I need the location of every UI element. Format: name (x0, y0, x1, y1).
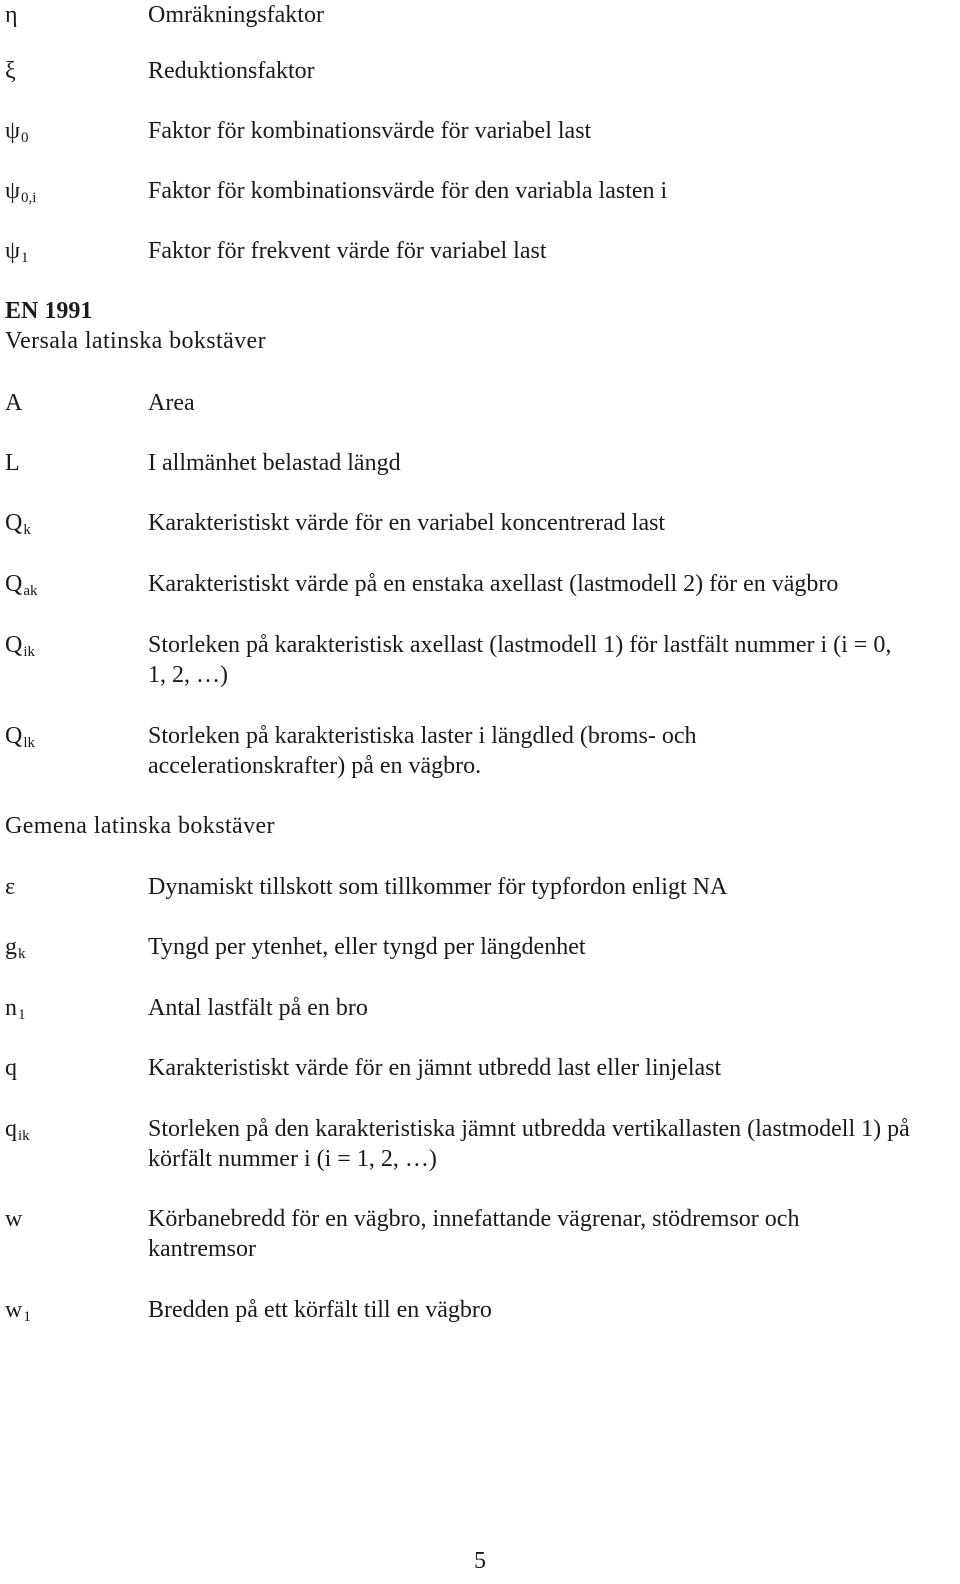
symbol-description: Storleken på karakteristiska laster i längdled (broms- och accelerationskrafter) på en vägbro. (148, 723, 697, 779)
symbol-description: Faktor för kombinationsvärde för den variabla lasten i (148, 178, 668, 204)
symbol-row-qik (0, 1114, 960, 1174)
symbol: $Q_k$ (5, 510, 31, 538)
symbol-description: Area (148, 390, 195, 416)
symbol: L (5, 450, 20, 476)
symbol-description: Körbanebredd för en vägbro, innefattande vägrenar, stödremsor och kantremsor (148, 1206, 800, 1262)
symbol-row-Qlk (0, 721, 960, 781)
symbol-description: Tyngd per ytenhet, eller tyngd per längdenhet (148, 934, 586, 960)
symbol: $Q_{ik}$ (5, 632, 36, 660)
symbol-description: Omräkningsfaktor (148, 2, 324, 28)
symbol-row-q (0, 1053, 960, 1083)
symbol: $Q_{lk}$ (5, 723, 36, 751)
symbol-row-n1 (0, 993, 960, 1023)
symbol-description: Storleken på karakteristisk axellast (lastmodell 1) för lastfält nummer i (i = 0, 1, 2, …) (148, 632, 892, 688)
symbol-description: Reduktionsfaktor (148, 58, 315, 84)
symbol-description: Faktor för kombinationsvärde för variabel last (148, 118, 592, 144)
symbol: ε (5, 874, 16, 900)
symbol-row-w1 (0, 1295, 960, 1325)
symbol: w (5, 1206, 23, 1232)
symbol: $q_{ik}$ (5, 1116, 30, 1144)
symbol-row-Qak (0, 569, 960, 599)
symbol-row-gk (0, 932, 960, 962)
symbol: q (5, 1055, 17, 1081)
symbol-row-psi0 (0, 116, 960, 146)
symbol-description: Karakteristiskt värde för en variabel koncentrerad last (148, 510, 666, 536)
symbol: $w_1$ (5, 1297, 31, 1325)
symbol-row-A (0, 388, 960, 418)
symbol-row-psi0i (0, 176, 960, 206)
symbol-row-eta (0, 0, 960, 30)
symbol-description: Karakteristiskt värde på en enstaka axellast (lastmodell 2) för en vägbro (148, 571, 839, 597)
symbol-row-Qik (0, 630, 960, 690)
symbol: $\psi_{0,i}$ (5, 178, 37, 206)
page-number: 5 (474, 1548, 486, 1574)
symbol-row-Qk (0, 508, 960, 538)
symbol-description: Karakteristiskt värde för en jämnt utbredd last eller linjelast (148, 1055, 722, 1081)
section-subtitle-lower: Gemena latinska bokstäver (5, 813, 275, 839)
symbol: $Q_{ak}$ (5, 571, 38, 599)
symbol: $\psi_1$ (5, 238, 29, 266)
symbol-description: Dynamiskt tillskott som tillkommer för typfordon enligt NA (148, 874, 728, 900)
symbol-description: I allmänhet belastad längd (148, 450, 401, 476)
symbol: ξ (5, 58, 16, 84)
symbol-row-psi1 (0, 236, 960, 266)
symbol-description: Antal lastfält på en bro (148, 995, 368, 1021)
symbol-description: Storleken på den karakteristiska jämnt utbredda vertikallasten (lastmodell 1) på körfält nummer i (i = 1, 2, …) (148, 1116, 910, 1172)
symbol-row-xi (0, 56, 960, 86)
section-title: EN 1991 (5, 298, 93, 324)
symbol: A (5, 390, 23, 416)
symbol-row-w (0, 1204, 960, 1264)
symbol: $g_k$ (5, 934, 26, 962)
section-subtitle-upper: Versala latinska bokstäver (5, 328, 266, 354)
symbol-row-epsilon (0, 872, 960, 902)
symbol-description: Faktor för frekvent värde för variabel last (148, 238, 547, 264)
symbol: $n_1$ (5, 995, 26, 1023)
symbol: η (5, 2, 18, 28)
symbol-row-L (0, 448, 960, 478)
symbol-description: Bredden på ett körfält till en vägbro (148, 1297, 492, 1323)
symbol: $\psi_0$ (5, 118, 29, 146)
